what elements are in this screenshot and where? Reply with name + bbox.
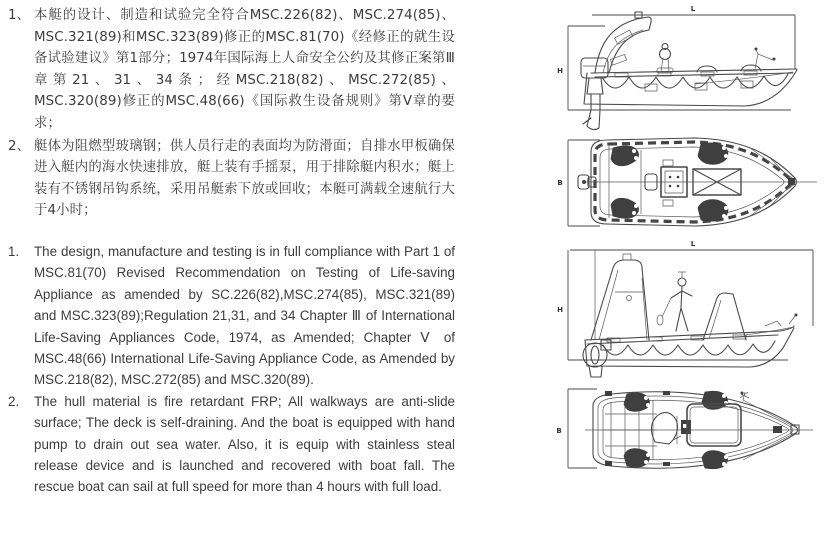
english-item-1 (8, 241, 455, 391)
chinese-item-1 (8, 5, 455, 135)
bow-fittings-2 (765, 314, 798, 327)
english-item-1-number: 1. (8, 243, 20, 259)
bow-mast-1 (755, 48, 776, 70)
side-view-drawing-1 (545, 0, 830, 136)
engine-box-plan-2 (687, 404, 741, 446)
crew-figure (657, 272, 692, 331)
plan-view-drawing-2 (545, 388, 830, 505)
fender-scallops-2 (603, 341, 775, 355)
english-item-2-text: The hull material is fire retardant FRP; All walkways are anti-slide surface; The deck is self-draining. And the boat is equipped with hand pump to drain out sea water. Also, it is equip with stainless steal release device and is launched and recovered with boat fall. The rescue boat can sail at full speed for more than 4 hours with full load. (34, 393, 455, 495)
davit-arch-1 (595, 12, 651, 73)
davit-tower-2 (591, 254, 649, 340)
side-view-drawing-2 (545, 236, 830, 386)
english-item-2 (8, 391, 455, 498)
steering-console-1 (657, 44, 673, 74)
chinese-item-1-text: 本艇的设计、制造和试验完全符合MSC.226(82)、MSC.274(85)、MSC.321(89)和MSC.323(89)修正的MSC.81(70)《经修正的就生设备试验建议》第1部分；1974年国际海上人命安全公约及其修正案第Ⅲ章第21、31、34条；经MSC.218(82)、MSC.272(85)、MSC.320(89)修正的MSC.48(66)《国际救生设备规则》第Ⅴ章的要求； (34, 8, 455, 131)
motor-well-plan-2 (651, 412, 691, 444)
chinese-item-1-number: 1、 (8, 8, 31, 23)
boat-hull-profile-2 (585, 326, 794, 367)
english-item-1-text: The design, manufacture and testing is in full compliance with Part 1 of MSC.81(70) Revised Recommendation on Testing of Life-saving Appliance as amended by SC.226(82),MSC.274(85), MSC.321(89) and MSC.323(89);Regulation 21,31, and 34 Chapter Ⅲ of International Life-Saving Appliances Code, 1974, as Amended; Chapter Ⅴ of MSC.48(66) International Life-Saving Appliance Code, as Amended by MSC.218(82), MSC.272(85) and MSC.320(89). (34, 243, 455, 388)
outboard-motor-2 (583, 340, 611, 377)
length-dim-label-2: L (690, 240, 696, 248)
english-item-2-number: 2. (8, 393, 20, 409)
chinese-item-2-text: 艇体为阻燃型玻璃钢；供人员行走的表面均为防滑面；自排水甲板确保进入艇内的海水快速排放，艇上装有手摇泵，用于排除艇内积水；艇上装有不锈钢吊钩系统，采用吊艇索下放或回收；本艇可满载全速航行大于4小时； (34, 138, 455, 219)
drawings-column (545, 0, 830, 533)
beam-dim-label: B (557, 179, 563, 187)
plan-view-drawing-1 (545, 136, 830, 236)
boat-hull-profile-1 (584, 69, 797, 106)
bow-detail-plan-2 (740, 392, 799, 461)
height-dim-label: H (557, 67, 563, 75)
console-plan-1 (645, 160, 687, 206)
chinese-item-2 (8, 136, 455, 222)
text-column (8, 5, 455, 498)
chinese-item-2-number: 2、 (8, 138, 31, 154)
dimension-lines-4 (556, 389, 597, 468)
height-dim-label-2: H (557, 306, 563, 314)
length-dim-label: L (690, 5, 696, 13)
beam-dim-label-2: B (556, 427, 562, 435)
